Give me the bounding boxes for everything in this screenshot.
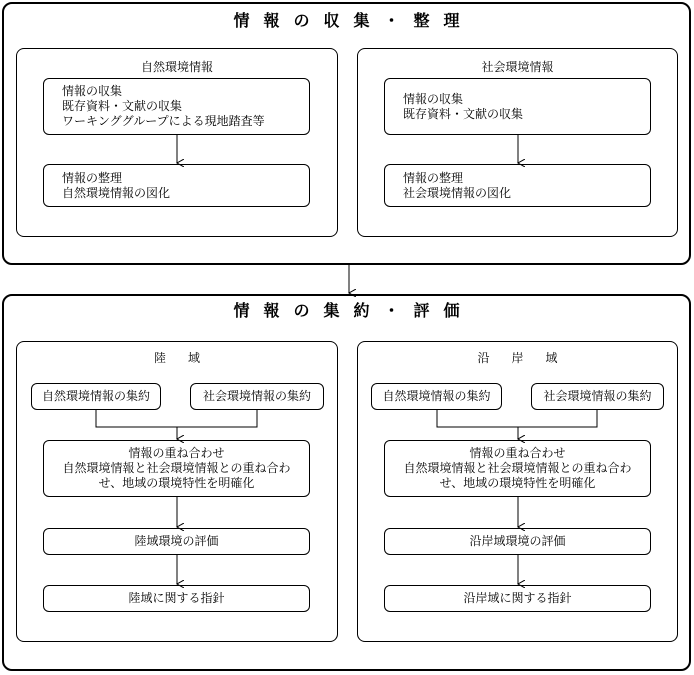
box-line: 情報の整理 bbox=[403, 170, 464, 185]
box-line: せ、地域の環境特性を明確化 bbox=[98, 476, 255, 490]
box-line: 情報の収集 bbox=[62, 84, 123, 98]
land-merge-line bbox=[96, 410, 257, 427]
box-line: 自然環境情報の図化 bbox=[62, 185, 171, 200]
box-label: 沿岸域環境の評価 bbox=[469, 534, 566, 548]
coastal-merge-line bbox=[437, 410, 597, 427]
box-line: 情報の重ね合わせ bbox=[469, 446, 566, 460]
natural-env-info-title: 自然環境情報 bbox=[140, 60, 213, 74]
box-line: せ、地域の環境特性を明確化 bbox=[439, 476, 596, 490]
box-line: 社会環境情報の図化 bbox=[403, 185, 512, 200]
box-line: 情報の収集 bbox=[403, 91, 464, 106]
box-line: 自然環境情報と社会環境情報との重ね合わ bbox=[403, 461, 632, 475]
coastal-area-title: 沿岸域 bbox=[477, 351, 580, 365]
aggregation-section-title: 情報の集約・評価 bbox=[233, 301, 474, 320]
box-line: ワーキンググループによる現地踏査等 bbox=[62, 114, 265, 128]
box-label: 沿岸域に関する指針 bbox=[463, 591, 572, 605]
box-line: 自然環境情報と社会環境情報との重ね合わ bbox=[62, 461, 291, 475]
box-label: 自然環境情報の集約 bbox=[382, 389, 491, 403]
box-line: 既存資料・文献の収集 bbox=[62, 99, 183, 113]
box-label: 社会環境情報の集約 bbox=[543, 389, 652, 403]
land-area-title: 陸域 bbox=[153, 351, 222, 365]
box-label: 社会環境情報の集約 bbox=[202, 389, 311, 403]
box-label: 陸域環境の評価 bbox=[134, 534, 219, 548]
box-label: 自然環境情報の集約 bbox=[41, 389, 150, 403]
box-label: 陸域に関する指針 bbox=[128, 591, 225, 605]
collection-section-title: 情報の収集・整理 bbox=[233, 11, 474, 30]
box-line: 既存資料・文献の収集 bbox=[403, 106, 524, 121]
box-line: 情報の整理 bbox=[62, 170, 123, 185]
box-line: 情報の重ね合わせ bbox=[128, 446, 225, 460]
social-env-info-title: 社会環境情報 bbox=[481, 60, 554, 74]
